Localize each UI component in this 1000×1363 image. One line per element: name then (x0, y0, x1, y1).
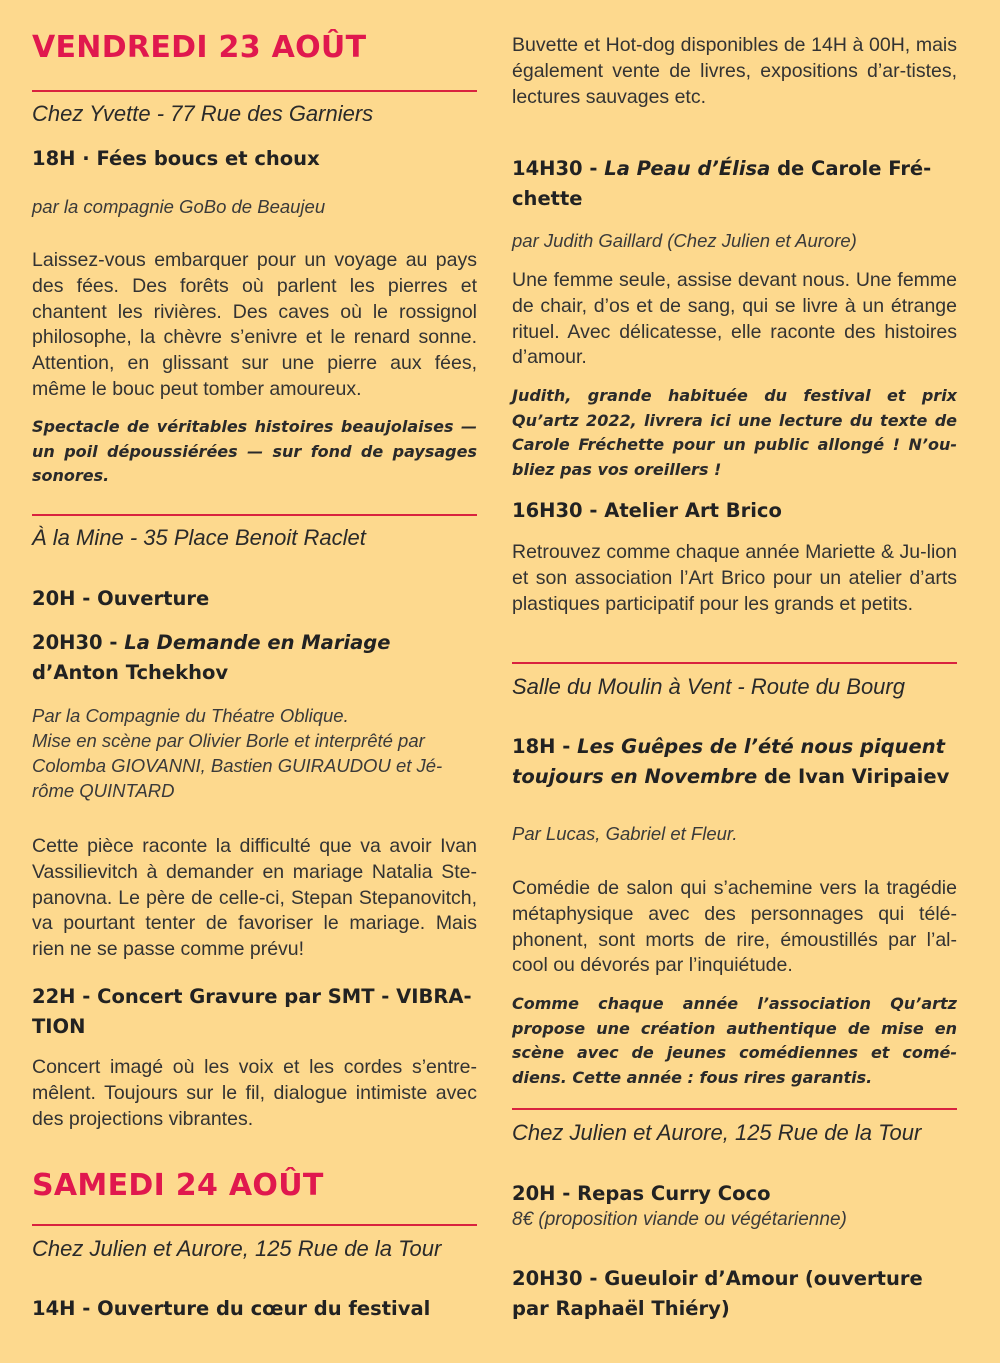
day-heading-saturday: SAMEDI 24 AOÛT (32, 1168, 324, 1203)
event-credit: Par Lucas, Gabriel et Fleur. (512, 823, 738, 844)
event-author: de Carole Fré-chette (512, 157, 932, 210)
event-note: Spectacle de véritables histoires beaujolaises — un poil dépoussiérées — sur fond de paysages sonores. (32, 417, 477, 485)
event-title (32, 628, 477, 688)
event-title: 18H · Fées boucs et choux (32, 147, 320, 170)
event-cast: Mise en scène par Olivier Borle et interprêté par Colomba GIOVANNI, Bastien GUIRAUDOU et Jé-rôme QUINTARD (32, 730, 443, 801)
event-credit (32, 703, 477, 803)
event-title (512, 154, 957, 214)
event-description: Une femme seule, assise devant nous. Une femme de chair, d’os et de sang, qui se livre à un étrange rituel. Avec délicatesse, elle raconte des histoires d’amour. (512, 269, 957, 369)
event-time: 18H - (512, 735, 578, 758)
event-description: Retrouvez comme chaque année Mariette & Ju-lion et son association l’Art Brico pour un atelier d’arts plastiques participatif pour les grands et petits. (512, 541, 957, 615)
event-credit: par la compagnie GoBo de Beaujeu (32, 196, 326, 217)
section-divider (32, 514, 477, 516)
section-divider (32, 90, 477, 92)
event-title: 20H30 - Gueuloir d’Amour (ouverture par Raphaël Thiéry) (512, 1267, 923, 1320)
section-divider (512, 1108, 957, 1110)
event-credit: par Judith Gaillard (Chez Julien et Aurore) (512, 230, 857, 251)
event-time: 20H30 - (32, 631, 125, 654)
venue-name: Chez Julien et Aurore, 125 Rue de la Tour (512, 1120, 922, 1145)
event-description: Laissez-vous embarquer pour un voyage au pays des fées. Des forêts où parlent les pierres et chantent les rivières. Des caves où le rossignol philosophe, la chèvre s’enivre et le renard sonne. Attention, en glissant sur une pierre aux fées, même le bouc peut tomber amoureux. (32, 249, 477, 400)
event-work-title: Les Guêpes de l’été nous piquent toujours en Novembre (512, 735, 945, 788)
section-divider (512, 662, 957, 664)
event-company: Par la Compagnie du Théatre Oblique. (32, 705, 349, 726)
event-title: 22H - Concert Gravure par SMT - VIBRA-TION (32, 985, 472, 1038)
venue-name: Salle du Moulin à Vent - Route du Bourg (512, 674, 905, 699)
event-author: de Ivan Viripaiev (757, 765, 950, 788)
event-note: Comme chaque année l’association Qu’artz propose une création authentique de mise en scène avec de jeunes comédiennes et comé-diens. Cette année : fous rires garantis. (512, 994, 957, 1087)
event-title: 20H - Repas Curry Coco (512, 1182, 771, 1205)
venue-name: À la Mine - 35 Place Benoit Raclet (32, 525, 366, 550)
event-title: 20H - Ouverture (32, 587, 210, 610)
event-title: 14H - Ouverture du cœur du festival (32, 1297, 431, 1320)
venue-name: Chez Julien et Aurore, 125 Rue de la Tour (32, 1236, 442, 1261)
day-heading-friday: VENDREDI 23 AOÛT (32, 30, 367, 65)
event-price: 8€ (proposition viande ou végétarienne) (512, 1209, 847, 1230)
event-time: 14H30 - (512, 157, 605, 180)
section-divider (32, 1224, 477, 1226)
event-work-title: La Peau d’Élisa (604, 157, 771, 180)
event-author: d’Anton Tchekhov (32, 661, 229, 684)
event-note: Judith, grande habituée du festival et prix Qu’artz 2022, livrera ici une lecture du texte de Carole Fréchette pour un public allongé ! N’ou-bliez pas vos oreillers ! (512, 386, 957, 479)
event-title (512, 732, 957, 792)
event-title: 16H30 - Atelier Art Brico (512, 499, 782, 522)
venue-name: Chez Yvette - 77 Rue des Garniers (32, 101, 374, 126)
event-description: Concert imagé où les voix et les cordes s’entre-mêlent. Toujours sur le fil, dialogue intimiste avec des projections vibrantes. (32, 1056, 477, 1130)
event-description: Cette pièce raconte la difficulté que va avoir Ivan Vassilievitch à demander en mariage Natalia Ste-panovna. Le père de celle-ci, Stepan Stepanovitch, va pourtant tenter de favoriser le mariage. Mais rien ne se passe comme prévu! (32, 835, 477, 961)
event-description: Comédie de salon qui s’achemine vers la tragédie métaphysique avec des personnages qui télé-phonent, sont morts de rire, émoustillés par l’al-cool ou dévorés par l’inquiétude. (512, 877, 957, 977)
event-description: Buvette et Hot-dog disponibles de 14H à 00H, mais également vente de livres, expositions d’ar-tistes, lectures sauvages etc. (512, 34, 957, 108)
event-work-title: La Demande en Mariage (124, 631, 391, 654)
